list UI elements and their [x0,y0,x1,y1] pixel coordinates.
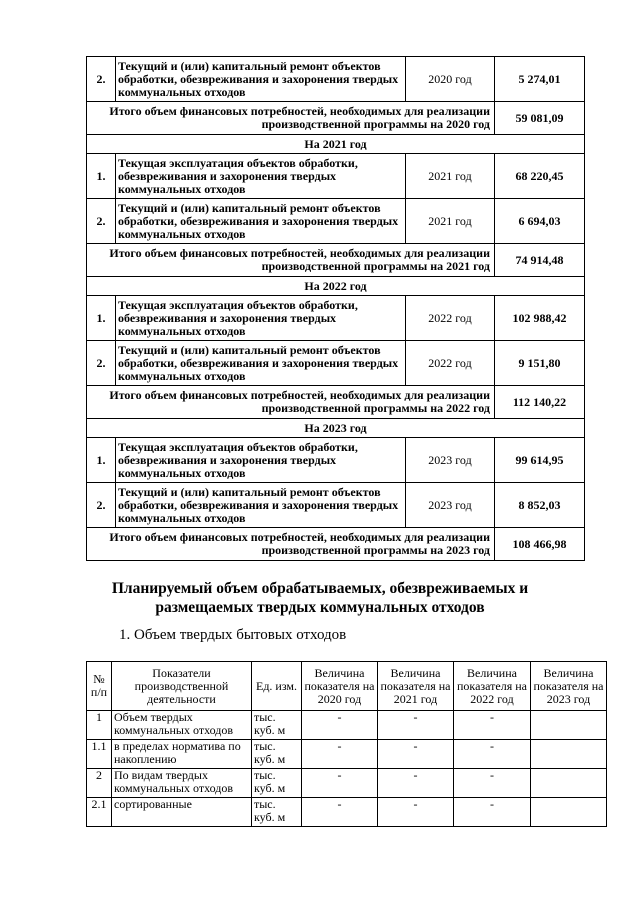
row-number: 1. [87,296,116,341]
table-row [87,769,607,798]
row-description: Текущий и (или) капитальный ремонт объектов обработки, обезвреживания и захоронения твердых коммунальных отходов [116,341,406,386]
row-value: 9 151,80 [495,341,585,386]
table-row [87,740,607,769]
row-value: 5 274,01 [495,57,585,102]
row-year: 2021 год [406,154,495,199]
total-value: 59 081,09 [495,102,585,135]
row-value: 8 852,03 [495,483,585,528]
row-value: 6 694,03 [495,199,585,244]
budget-row-item [87,154,585,199]
total-label: Итого объем финансовых потребностей, необходимых для реализации производственной программы на 2020 год [87,102,495,135]
budget-row-section [87,419,585,438]
column-header: Ед. изм. [252,662,302,711]
table-cell: - [454,740,531,769]
table-cell: в пределах норматива по накоплению [112,740,252,769]
table-cell: 2 [87,769,112,798]
table-cell: По видам твердых коммунальных отходов [112,769,252,798]
table-cell: 1 [87,711,112,740]
section-heading: Планируемый объем обрабатываемых, обезвреживаемых и размещаемых твердых коммунальных отходов [111,580,529,616]
row-year: 2022 год [406,296,495,341]
table-cell: - [454,769,531,798]
table-cell: сортированные [112,798,252,827]
table-cell: тыс. куб. м [252,711,302,740]
section-year-title: На 2021 год [87,135,585,154]
budget-row-total [87,386,585,419]
table-cell: Объем твердых коммунальных отходов [112,711,252,740]
table-cell [531,740,607,769]
subsection-title: 1. Объем твердых бытовых отходов [119,627,347,643]
row-year: 2023 год [406,483,495,528]
row-description: Текущий и (или) капитальный ремонт объектов обработки, обезвреживания и захоронения твердых коммунальных отходов [116,483,406,528]
table-cell: тыс. куб. м [252,769,302,798]
total-label: Итого объем финансовых потребностей, необходимых для реализации производственной программы на 2022 год [87,386,495,419]
row-number: 2. [87,199,116,244]
total-value: 74 914,48 [495,244,585,277]
table-cell: - [302,798,378,827]
row-description: Текущая эксплуатация объектов обработки, обезвреживания и захоронения твердых коммунальных отходов [116,154,406,199]
row-year: 2023 год [406,438,495,483]
table-cell [531,798,607,827]
budget-table [86,56,585,561]
table-cell: тыс. куб. м [252,740,302,769]
row-description: Текущий и (или) капитальный ремонт объектов обработки, обезвреживания и захоронения твердых коммунальных отходов [116,199,406,244]
row-value: 68 220,45 [495,154,585,199]
table-cell: - [302,740,378,769]
table-cell: - [302,769,378,798]
column-header: Показатели производственной деятельности [112,662,252,711]
budget-row-total [87,528,585,561]
section-year-title: На 2023 год [87,419,585,438]
table-cell [531,769,607,798]
table-cell: - [378,769,454,798]
column-header: Величина показателя на 2021 год [378,662,454,711]
column-header: № п/п [87,662,112,711]
column-header: Величина показателя на 2022 год [454,662,531,711]
column-header: Величина показателя на 2023 год [531,662,607,711]
table-cell: тыс. куб. м [252,798,302,827]
table-cell: - [302,711,378,740]
row-number: 1. [87,154,116,199]
table-cell: 1.1 [87,740,112,769]
budget-row-item [87,199,585,244]
table-cell: - [454,711,531,740]
table-cell: 2.1 [87,798,112,827]
table-cell: - [378,740,454,769]
table-row [87,798,607,827]
budget-row-item [87,296,585,341]
row-description: Текущая эксплуатация объектов обработки, обезвреживания и захоронения твердых коммунальных отходов [116,296,406,341]
table-cell: - [454,798,531,827]
table-cell: - [378,711,454,740]
total-value: 108 466,98 [495,528,585,561]
budget-row-section [87,135,585,154]
budget-row-total [87,102,585,135]
budget-row-item [87,438,585,483]
row-value: 99 614,95 [495,438,585,483]
table-cell [531,711,607,740]
total-value: 112 140,22 [495,386,585,419]
table-cell: - [378,798,454,827]
volume-table [86,661,607,827]
row-description: Текущая эксплуатация объектов обработки, обезвреживания и захоронения твердых коммунальных отходов [116,438,406,483]
budget-row-section [87,277,585,296]
budget-row-item [87,483,585,528]
budget-row-item [87,341,585,386]
row-year: 2020 год [406,57,495,102]
row-year: 2022 год [406,341,495,386]
row-description: Текущий и (или) капитальный ремонт объектов обработки, обезвреживания и захоронения твердых коммунальных отходов [116,57,406,102]
row-number: 2. [87,341,116,386]
total-label: Итого объем финансовых потребностей, необходимых для реализации производственной программы на 2023 год [87,528,495,561]
row-number: 2. [87,57,116,102]
column-header: Величина показателя на 2020 год [302,662,378,711]
section-year-title: На 2022 год [87,277,585,296]
row-number: 1. [87,438,116,483]
total-label: Итого объем финансовых потребностей, необходимых для реализации производственной программы на 2021 год [87,244,495,277]
budget-row-item [87,57,585,102]
budget-row-total [87,244,585,277]
row-year: 2021 год [406,199,495,244]
table-row [87,711,607,740]
row-value: 102 988,42 [495,296,585,341]
row-number: 2. [87,483,116,528]
